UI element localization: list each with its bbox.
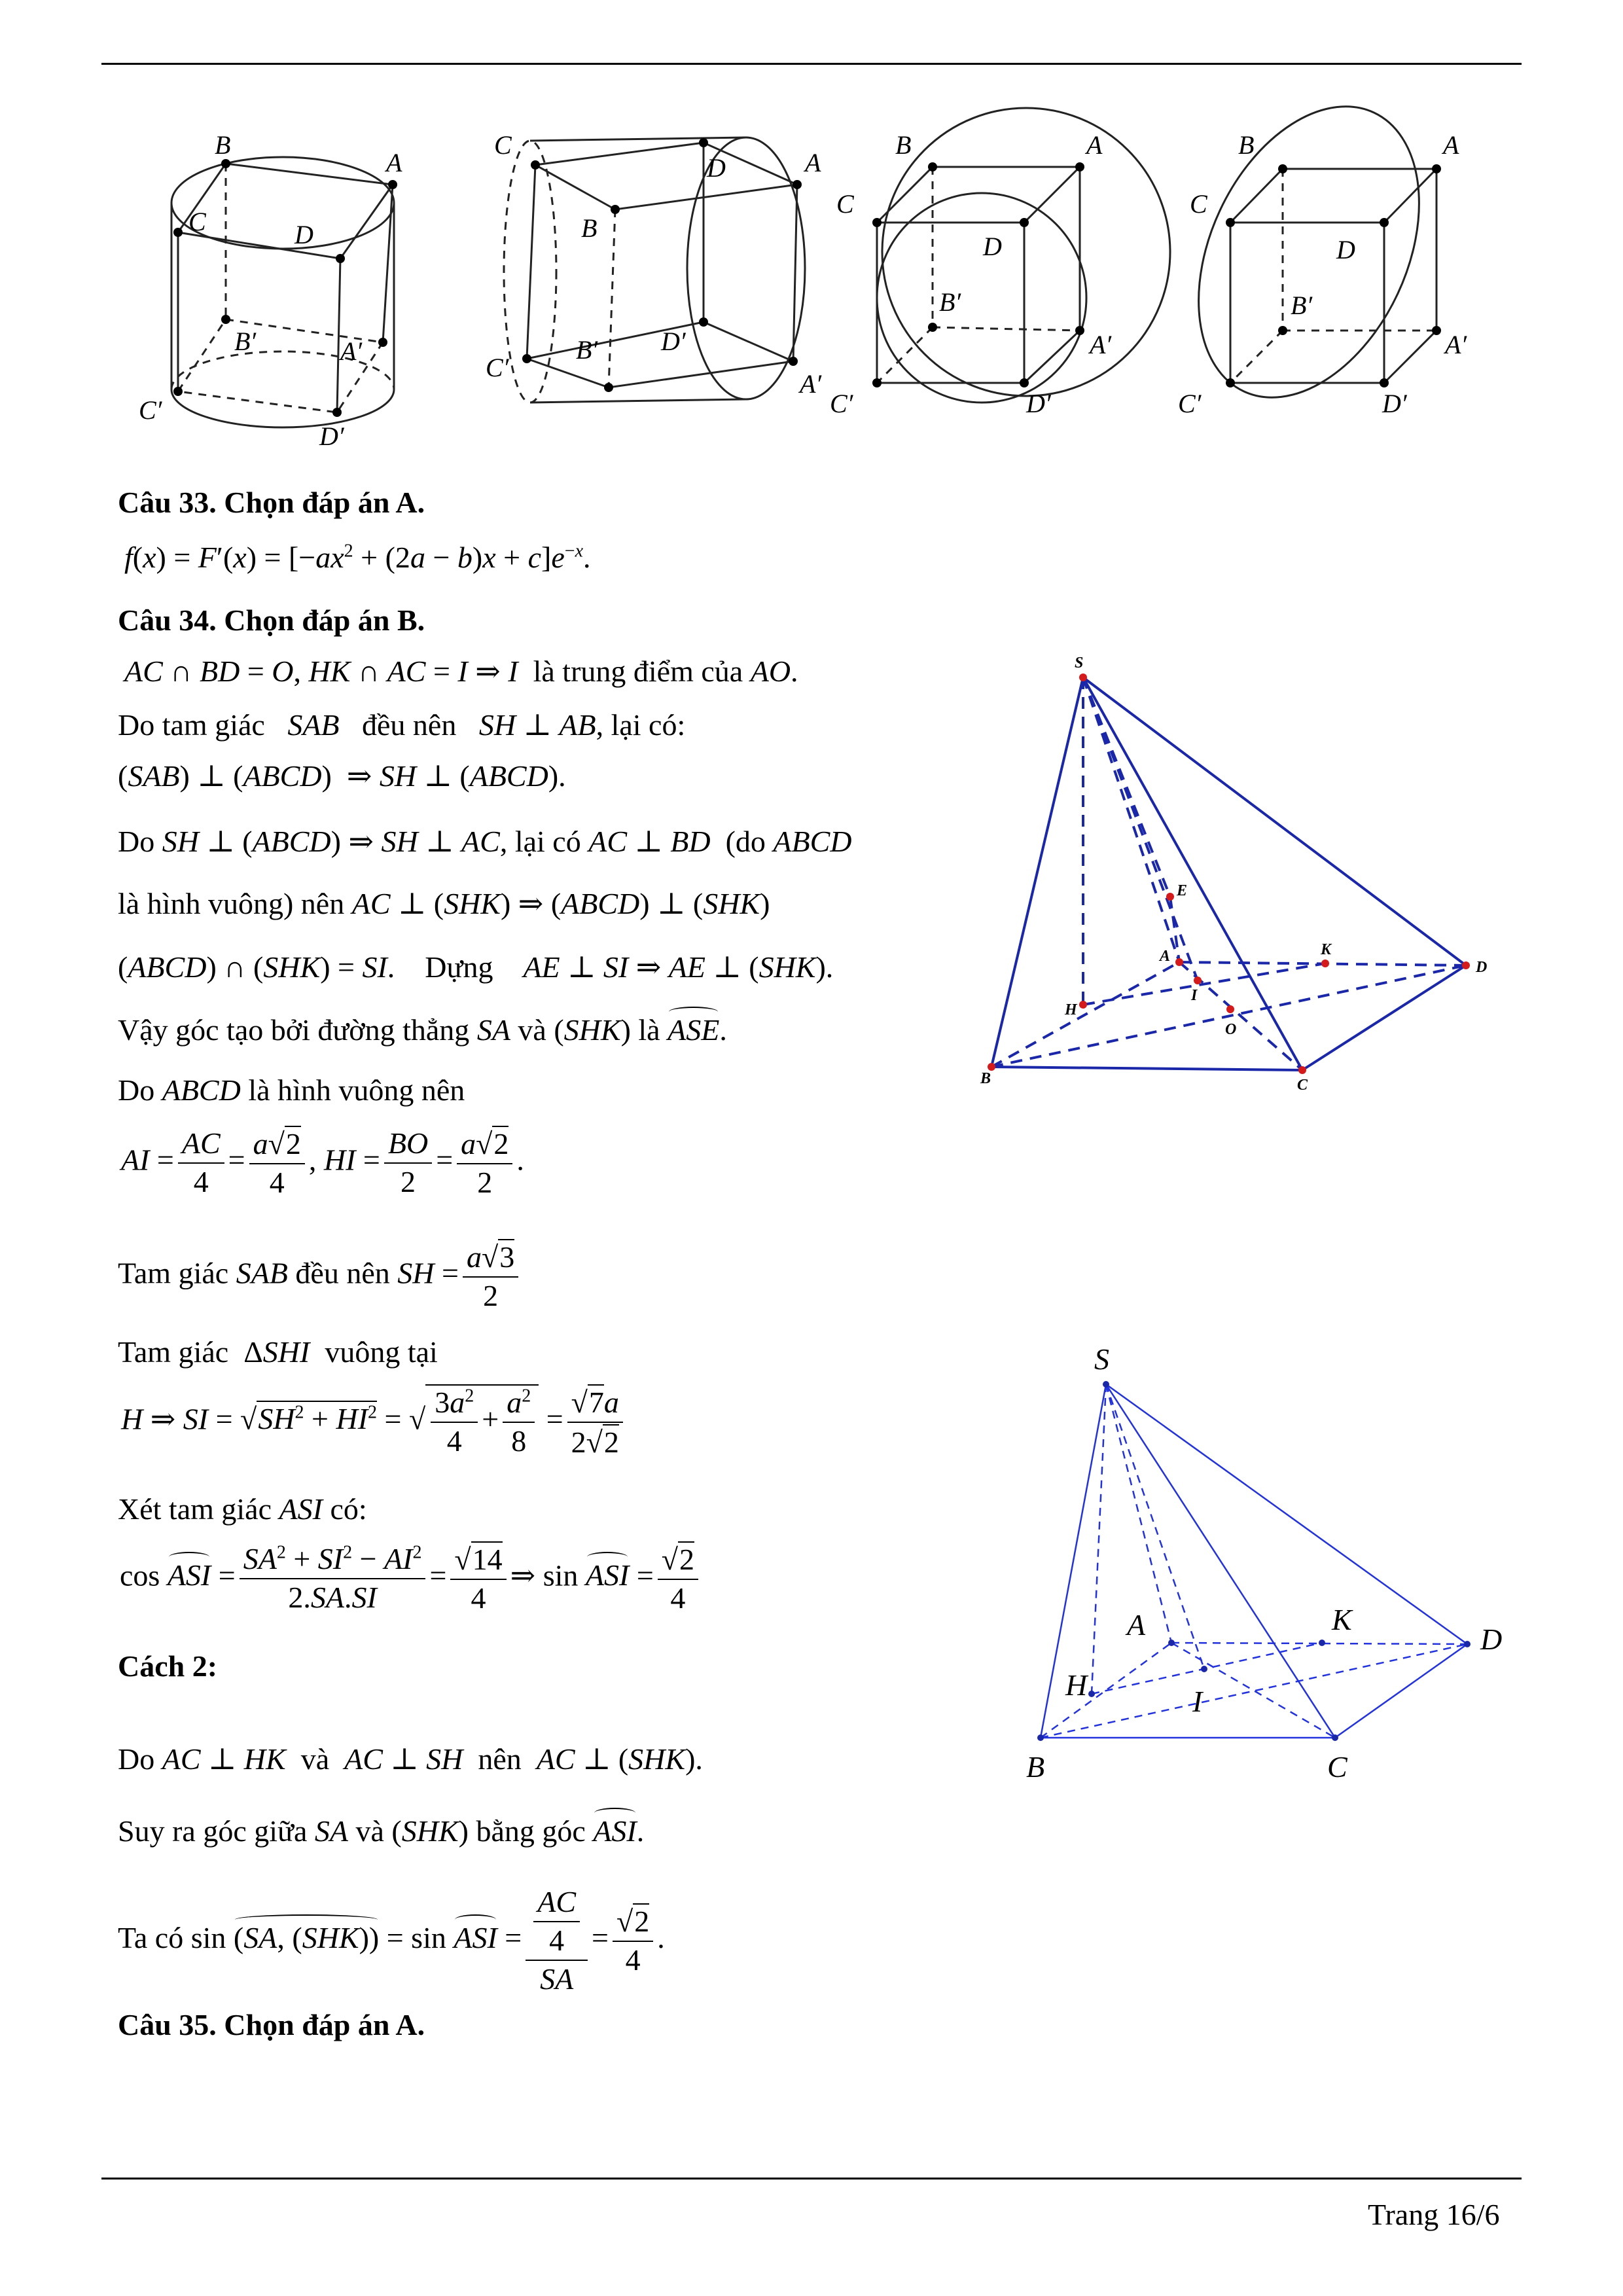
fig-label: K	[1321, 941, 1332, 958]
q34-line13: Suy ra góc giữa SA và (SHK) bằng góc ASI.	[118, 1814, 645, 1848]
fig3-label: D′	[1026, 389, 1051, 418]
fig1-label: D	[294, 220, 313, 249]
q34-text: Dựng	[425, 950, 493, 984]
fig1-label: B	[215, 130, 231, 160]
fig1-label: D′	[319, 422, 344, 451]
figure-cylinders-cubes	[0, 0, 1623, 471]
q34-text: và	[355, 1814, 384, 1848]
q33-heading: Câu 33. Chọn đáp án A.	[118, 486, 425, 519]
q34-line9: Tam giác SAB đều nên SH = $\frac{a√3}{2}$	[118, 1239, 522, 1314]
fig2-label: A	[805, 148, 821, 177]
q34-formula-ta-co: Ta có sin (SA, (SHK)) = sin ASI = $\frac{\frac{AC}{4}}{SA}$ = $\frac{√2}{4}$ .	[118, 1885, 665, 1996]
q34-line11: Xét tam giác ASI có:	[118, 1492, 367, 1526]
fig-label: A	[1160, 948, 1171, 965]
q34-text: và	[518, 1013, 546, 1047]
q34-text: Tam giác	[118, 1256, 229, 1290]
fig1-label: A′	[340, 336, 363, 366]
q34-text: Xét tam giác	[118, 1492, 272, 1526]
fig-label: H	[1065, 1001, 1077, 1018]
fig-label: O	[1225, 1021, 1237, 1038]
q34-text: nên	[478, 1742, 522, 1776]
fig3-label: B′	[939, 287, 961, 317]
q34-cach2: Cách 2:	[118, 1649, 218, 1683]
fig-label: S	[1094, 1342, 1109, 1376]
fig4-label: D	[1336, 235, 1355, 264]
fig3-label: D	[983, 232, 1002, 261]
q34-line2: Do tam giác SAB đều nên SH ⊥ AB, lại có:	[118, 708, 686, 742]
q34-text: có:	[330, 1492, 367, 1526]
q34-text: Tam giác	[118, 1335, 229, 1369]
q34-line8: Do ABCD là hình vuông nên	[118, 1073, 465, 1107]
q34-text: Do tam giác	[118, 708, 265, 742]
q34-formula-cos: cos ASI = $\frac{SA^2 + SI^2 - AI^2}{2.SA.SI}$ = $\frac{√14}{4}$ ⇒ sin ASI = $\frac{√2}{4}$	[120, 1541, 702, 1616]
q34-heading: Câu 34. Chọn đáp án B.	[118, 603, 425, 637]
q34-line5: là hình vuông) nên AC ⊥ (SHK) ⇒ (ABCD) ⊥ (SHK)	[118, 887, 770, 920]
fig2-label: C′	[486, 353, 509, 382]
q34-text: là	[638, 1013, 660, 1047]
page-number: Trang 16/6	[1368, 2198, 1500, 2231]
q34-text: và	[300, 1742, 330, 1776]
fig1-label: B′	[234, 327, 257, 356]
fig-label: B	[1026, 1750, 1045, 1784]
fig4-label: C′	[1178, 389, 1202, 418]
fig-label: H	[1065, 1668, 1088, 1702]
q35-heading: Câu 35. Chọn đáp án A.	[118, 2008, 425, 2041]
q34-text: đều nên	[362, 708, 457, 742]
q34-text: bằng góc	[476, 1814, 586, 1848]
q34-text: vuông tại	[325, 1335, 438, 1369]
fig2-label: B′	[576, 335, 598, 365]
q34-text: Ta có	[118, 1920, 184, 1954]
q34-text: là hình vuông nên	[248, 1073, 465, 1107]
fig2-label: A′	[800, 369, 822, 399]
footer-rule	[101, 2178, 1522, 2179]
fig4-label: A	[1443, 130, 1459, 160]
fig-label: K	[1332, 1603, 1352, 1636]
fig4-label: A′	[1445, 330, 1467, 359]
fig4-label: D′	[1382, 389, 1407, 418]
q34-formula-si: H ⇒ SI = $√SH^2 + HI^2$ = √ $\frac{3a^2}{4}$ + $\frac{a^2}{8}$ = $\frac{√7a}{2√2}$	[121, 1384, 627, 1460]
q34-text: Do	[118, 1073, 155, 1107]
fig2-label: C	[494, 130, 512, 160]
fig3-label: A	[1086, 130, 1103, 160]
pyramid-figure-2	[982, 1322, 1518, 1787]
fig1-label: C′	[139, 395, 162, 425]
fig3-label: B	[895, 130, 912, 160]
fig1-label: A	[386, 148, 402, 177]
figure-2-cylinder	[504, 137, 805, 403]
fig4-label: B	[1238, 130, 1255, 160]
pyramid-figure-1	[969, 648, 1531, 1119]
q34-text: , lại có:	[596, 708, 686, 742]
fig2-label: D′	[661, 327, 686, 356]
fig-label: E	[1177, 882, 1188, 899]
q34-line3: (SAB) ⊥ (ABCD) ⇒ SH ⊥ (ABCD).	[118, 759, 566, 793]
q34-line1: AC ∩ BD = O, HK ∩ AC = I ⇒ I là trung điểm của AO.	[124, 655, 798, 688]
fig-label: S	[1075, 655, 1084, 672]
q34-text: Suy ra góc giữa	[118, 1814, 308, 1848]
q34-line6: (ABCD) ∩ (SHK) = SI. Dựng AE ⊥ SI ⇒ AE ⊥ (SHK).	[118, 950, 834, 984]
fig1-label: C	[188, 207, 206, 236]
q34-text: là hình vuông) nên	[118, 887, 345, 920]
q33-formula: $f(x) = F'(x) = [-ax^2 + (2a - b)x + c]e^{-x}$.	[124, 541, 591, 574]
q34-text: Do	[118, 1742, 155, 1776]
fig-label: D	[1480, 1623, 1503, 1656]
fig-label: I	[1192, 1685, 1203, 1718]
fig-label: D	[1476, 959, 1488, 976]
fig2-label: D	[707, 153, 726, 183]
q34-line10: Tam giác ΔSHI vuông tại	[118, 1335, 438, 1369]
fig3-label: C	[836, 189, 854, 219]
fig3-label: A′	[1090, 330, 1112, 359]
fig3-label: C′	[830, 389, 853, 418]
q34-text: (do	[725, 825, 766, 858]
fig4-label: B′	[1291, 291, 1313, 320]
fig-label: A	[1127, 1608, 1146, 1641]
fig-label: C	[1297, 1077, 1308, 1094]
q34-text: là trung điểm của	[533, 655, 743, 688]
q34-text: Vậy góc tạo bởi đường thẳng	[118, 1013, 470, 1047]
figure-3-cube	[877, 108, 1170, 403]
fig2-label: B	[581, 213, 597, 243]
q34-line7: Vậy góc tạo bởi đường thẳng SA và (SHK) là ASE.	[118, 1013, 727, 1047]
figure-4-cube	[1155, 71, 1463, 433]
q34-text: đều nên	[295, 1256, 390, 1290]
q34-line4: Do SH ⊥ (ABCD) ⇒ SH ⊥ AC, lại có AC ⊥ BD (do ABCD	[118, 825, 852, 858]
q34-text: , lại có	[499, 825, 581, 858]
fig4-label: C	[1190, 189, 1207, 219]
fig-label: C	[1327, 1750, 1347, 1784]
fig-label: B	[980, 1070, 991, 1087]
figure-1-cylinder	[171, 157, 394, 427]
fig-label: I	[1191, 987, 1198, 1004]
q34-formula-ai-hi: AI = $\frac{AC}{4}$ = $\frac{a√2}{4}$ , HI = $\frac{BO}{2}$ = $\frac{a√2}{2}$ .	[121, 1126, 524, 1199]
q34-text: Do	[118, 825, 155, 858]
q34-line12: Do AC ⊥ HK và AC ⊥ SH nên AC ⊥ (SHK).	[118, 1742, 703, 1776]
